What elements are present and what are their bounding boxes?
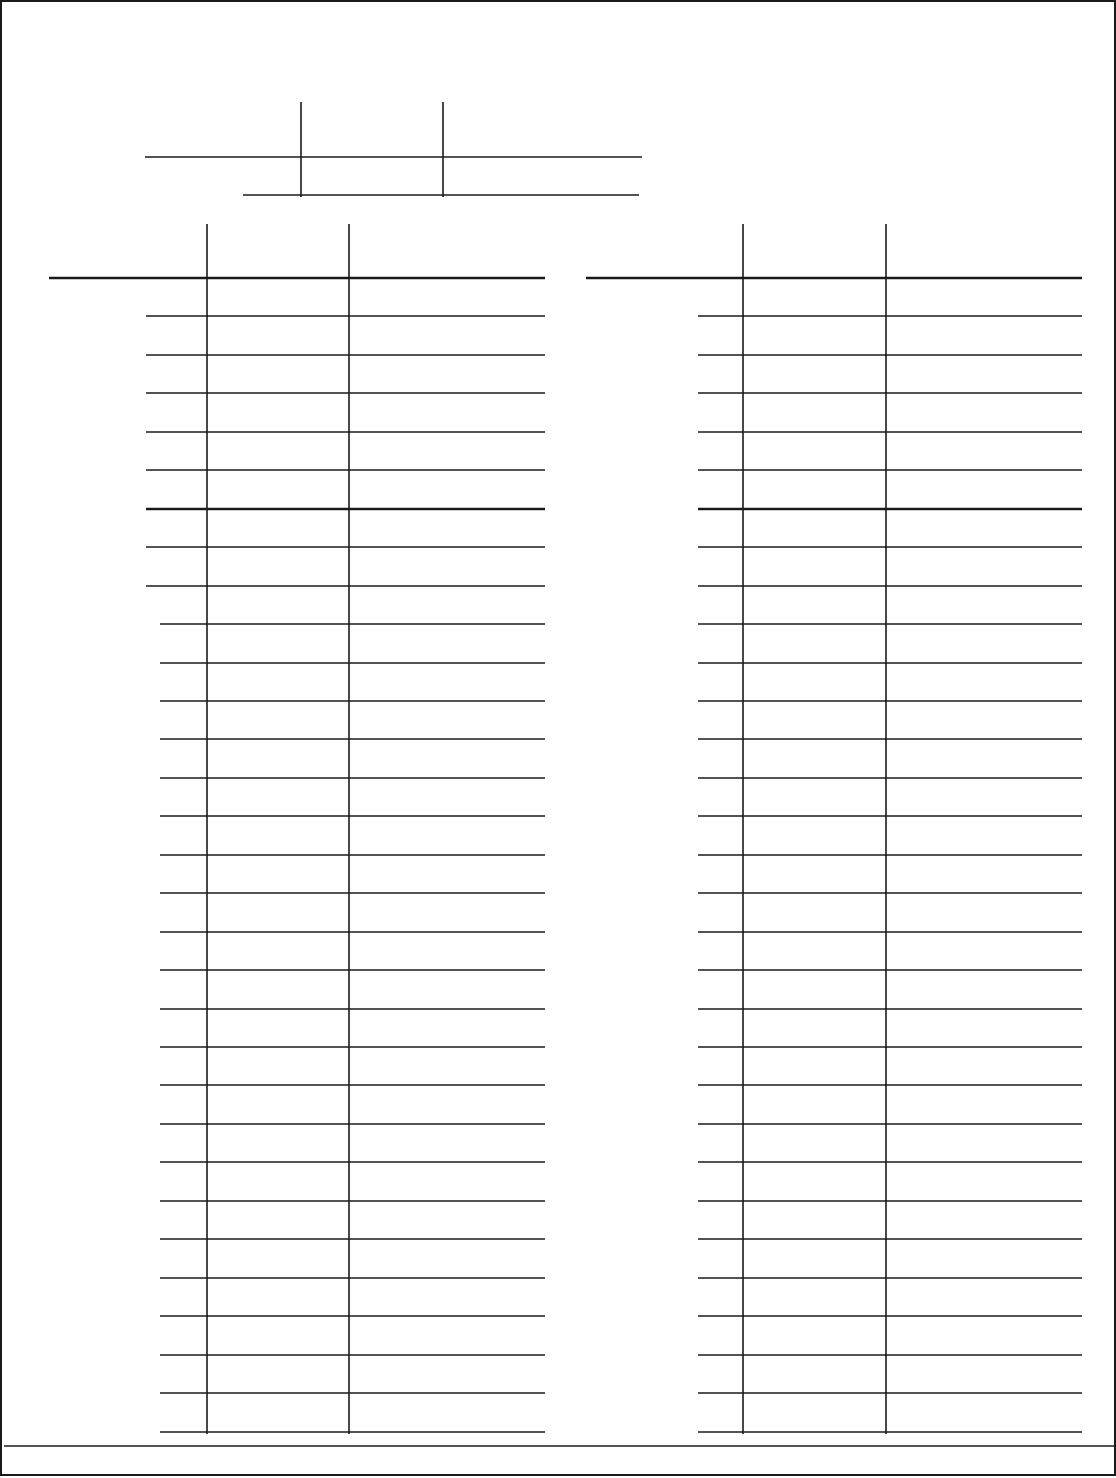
right-table-grid: [586, 224, 1082, 1434]
form-lines: [2, 2, 1116, 1478]
header-grid: [145, 102, 642, 197]
left-table-grid: [49, 224, 545, 1434]
